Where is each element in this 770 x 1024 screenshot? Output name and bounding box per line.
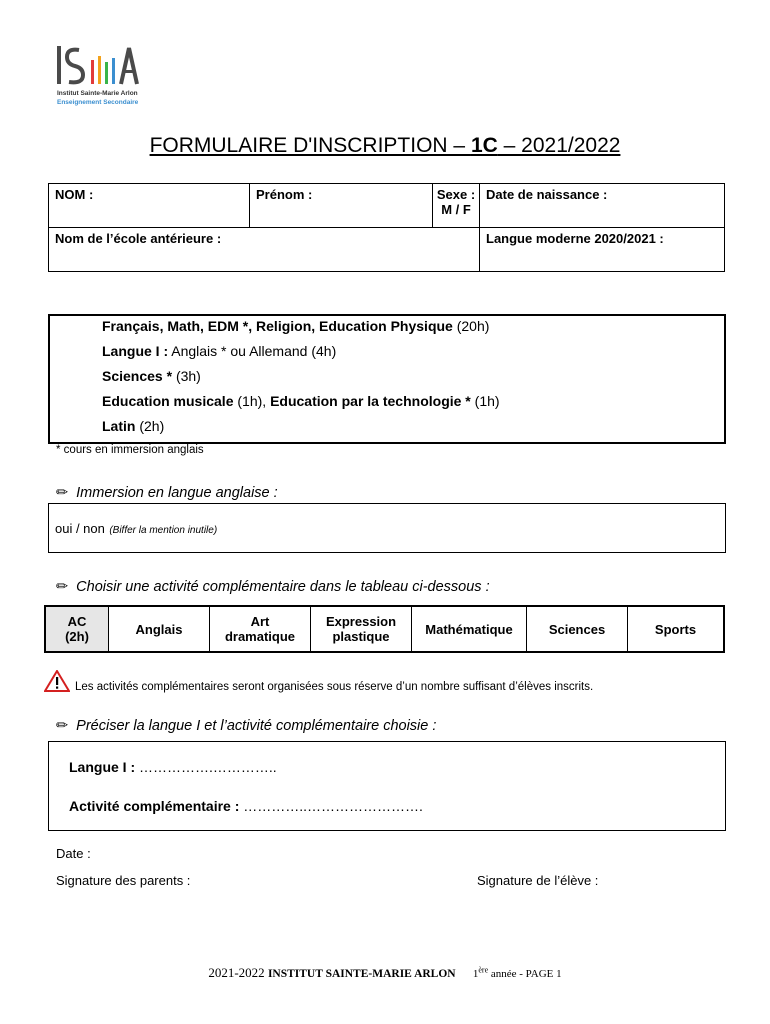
precision-heading	[56, 718, 436, 734]
course-bold: Education musicale	[102, 393, 234, 409]
naissance-field[interactable]	[480, 184, 725, 228]
immersion-options: oui / non	[55, 521, 105, 536]
immersion-box[interactable]	[48, 503, 726, 553]
footer-year: 2021-2022	[208, 965, 268, 980]
pencil-icon: ✏	[56, 718, 69, 734]
activity-ac[interactable]	[45, 606, 109, 652]
langue-choice-label: Langue I :	[69, 759, 136, 775]
course-rest: Anglais * ou Allemand (4h)	[168, 343, 337, 359]
course-line	[102, 393, 500, 409]
pencil-icon: ✏	[56, 485, 69, 501]
activity-label: Anglais	[135, 621, 183, 637]
course-bold: Sciences *	[102, 368, 173, 384]
footer-institut: INSTITUT SAINTE-MARIE ARLON	[267, 968, 456, 980]
activity-label: Mathématique	[425, 621, 513, 637]
signature-eleve[interactable]: Signature de l’élève :	[477, 873, 599, 888]
ecole-label: Nom de l’école antérieure :	[55, 231, 222, 246]
ecole-field[interactable]	[49, 228, 480, 272]
immersion-note: * cours en immersion anglais	[56, 444, 204, 456]
activity-label: plastique	[332, 629, 390, 644]
langue-field[interactable]	[480, 228, 725, 272]
immersion-hint: (Biffer la mention inutile)	[109, 525, 218, 536]
activity-label: Expression	[325, 614, 397, 629]
activity-label: dramatique	[224, 629, 296, 644]
footer-page-text: année - PAGE 1	[488, 968, 562, 980]
footer-page-number: 1	[472, 968, 479, 980]
logo-line1: Institut Sainte-Marie Arlon	[57, 90, 138, 97]
langue-choice-dots: …………….…………..	[135, 759, 277, 775]
page-footer	[0, 965, 770, 981]
activity-expression-plastique[interactable]	[311, 606, 412, 652]
activity-anglais[interactable]	[109, 606, 210, 652]
footer-page	[472, 965, 562, 980]
title-suffix: – 2021/2022	[497, 134, 621, 157]
footer-page-sup: ère	[478, 965, 489, 975]
course-rest: (20h)	[452, 318, 490, 334]
logo-line2: Enseignement Secondaire	[57, 99, 139, 106]
sexe-label: Sexe :	[436, 187, 476, 202]
immersion-heading-text: Immersion en langue anglaise :	[76, 485, 278, 501]
nom-field[interactable]	[49, 184, 250, 228]
activity-label: (2h)	[65, 629, 89, 644]
activity-label: AC	[67, 614, 87, 629]
activity-sciences[interactable]	[527, 606, 628, 652]
precision-box	[48, 741, 726, 831]
course-line	[102, 343, 336, 359]
nom-label: NOM :	[55, 187, 94, 202]
langue-choice[interactable]	[69, 759, 277, 775]
course-line	[102, 418, 164, 434]
warning-text: Les activités complémentaires seront organisées sous réserve d’un nombre suffisant d’élèves inscrits.	[75, 681, 594, 693]
activity-label: Art	[250, 614, 270, 629]
school-logo	[55, 42, 165, 112]
prenom-label: Prénom :	[256, 187, 313, 202]
signature-parents[interactable]: Signature des parents :	[56, 873, 191, 888]
warning-icon	[44, 670, 70, 692]
course-bold: Français, Math, EDM *, Religion, Education Physique	[102, 318, 453, 334]
title-prefix: FORMULAIRE D'INSCRIPTION –	[149, 134, 471, 157]
page-title	[0, 134, 770, 158]
activity-label: Sciences	[548, 621, 606, 637]
activites-heading-text: Choisir une activité complémentaire dans le tableau ci-dessous :	[76, 579, 490, 595]
course-line	[102, 368, 201, 384]
precision-heading-text: Préciser la langue I et l’activité complémentaire choisie :	[76, 718, 437, 734]
activity-art-dramatique[interactable]	[210, 606, 311, 652]
logo-mark	[55, 42, 145, 88]
course-bold: Education par la technologie *	[270, 393, 471, 409]
course-rest: (1h)	[470, 393, 500, 409]
activite-choice[interactable]	[69, 798, 423, 814]
courses-box	[48, 314, 726, 444]
title-class: 1C	[470, 134, 498, 157]
course-bold: Latin	[102, 418, 136, 434]
activite-choice-dots: …………..…………………….	[239, 798, 423, 814]
pencil-icon: ✏	[56, 579, 69, 595]
sexe-field[interactable]	[433, 184, 480, 228]
activity-sports[interactable]	[628, 606, 725, 652]
course-bold: Langue I :	[102, 343, 169, 359]
prenom-field[interactable]	[250, 184, 433, 228]
sexe-options: M / F	[441, 202, 471, 217]
activities-table	[44, 605, 725, 653]
identity-table	[48, 183, 725, 272]
course-rest: (3h)	[172, 368, 201, 384]
immersion-answer	[55, 520, 217, 538]
course-rest: (2h)	[135, 418, 165, 434]
langue-label: Langue moderne 2020/2021 :	[486, 231, 664, 246]
date-label[interactable]: Date :	[56, 846, 91, 861]
activity-label: Sports	[654, 621, 697, 637]
activites-heading	[56, 579, 490, 595]
immersion-heading	[56, 485, 278, 501]
naissance-label: Date de naissance :	[486, 187, 608, 202]
course-line	[102, 318, 489, 334]
activite-choice-label: Activité complémentaire :	[69, 798, 240, 814]
activity-mathematique[interactable]	[412, 606, 527, 652]
course-mid: (1h),	[233, 393, 271, 409]
